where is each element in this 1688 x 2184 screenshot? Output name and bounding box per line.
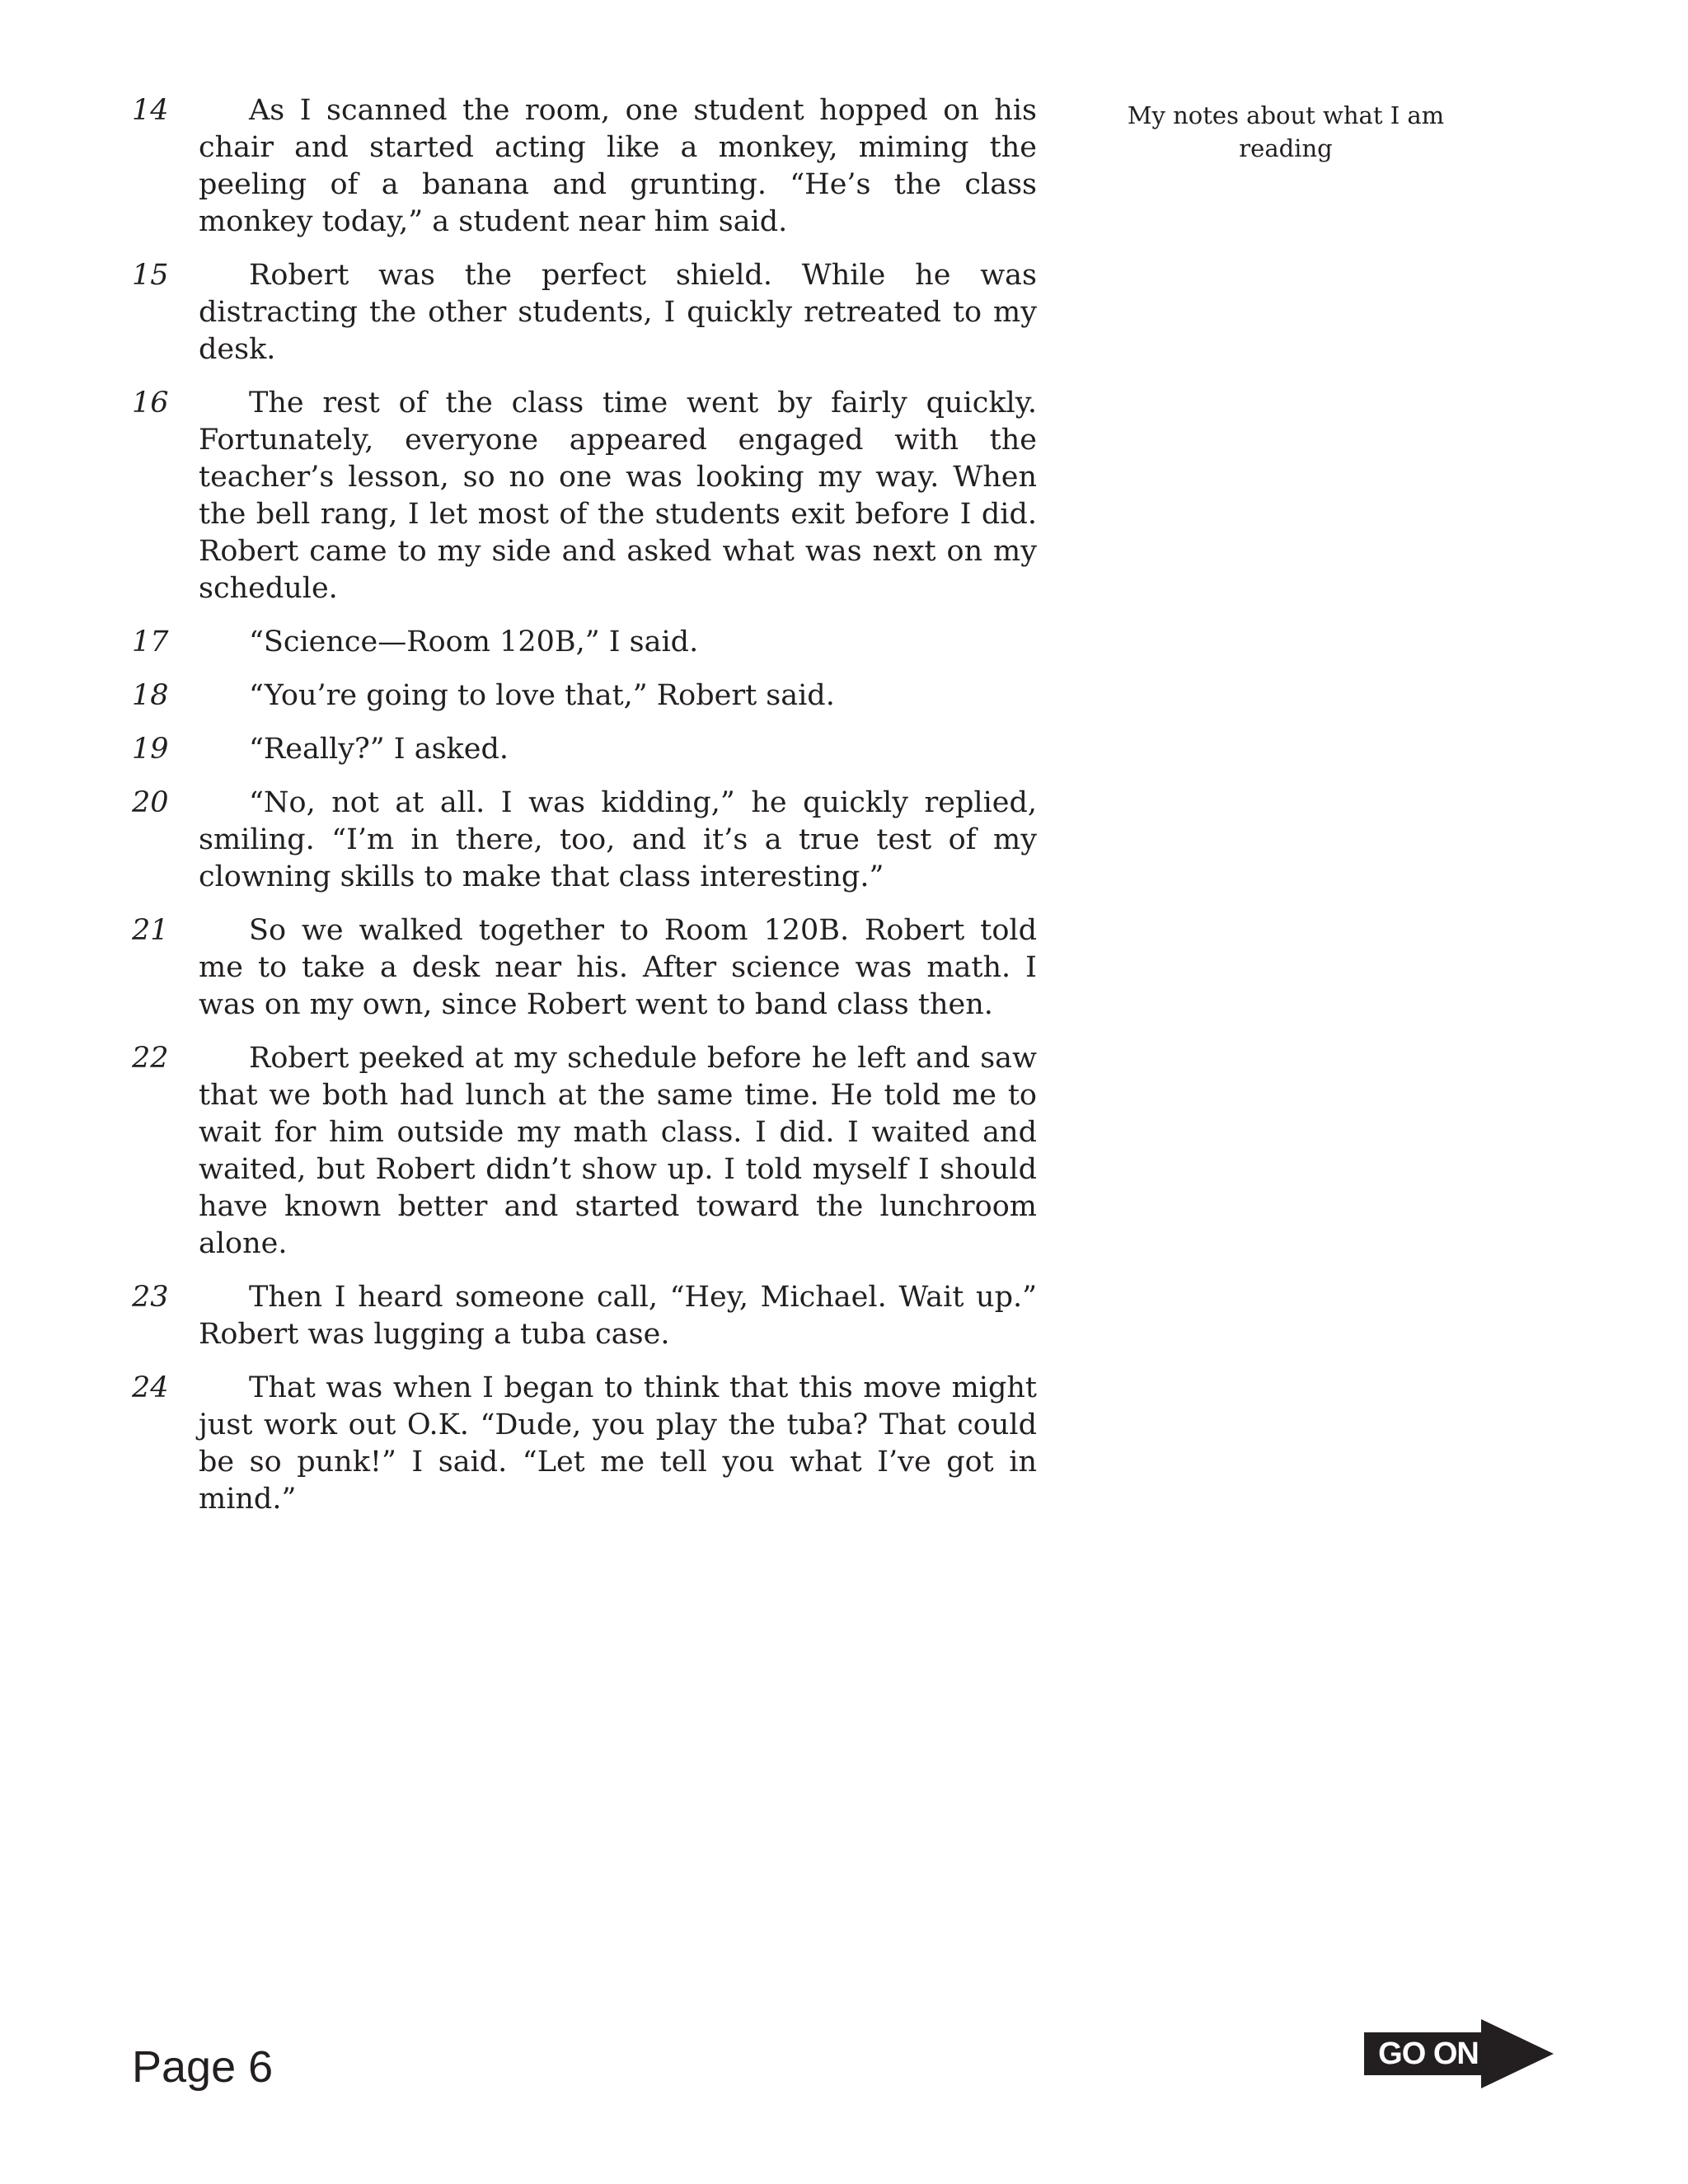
paragraph-number: 14 [132, 94, 169, 127]
paragraph-number: 19 [132, 733, 169, 766]
paragraph-15 [132, 257, 1039, 368]
paragraph-21 [132, 912, 1039, 1024]
paragraph-text: “Really?” I asked. [249, 733, 509, 766]
paragraph-text: “Science—Room 120B,” I said. [249, 626, 699, 658]
paragraph-18 [132, 677, 1039, 715]
notes-heading: My notes about what I am reading [1127, 101, 1445, 162]
paragraph-number: 23 [132, 1281, 169, 1314]
paragraph-text: So we walked together to Room 120B. Robert told me to take a desk near his. After science was math. I was on my own, since Robert went to band class then. [199, 914, 1037, 1021]
paragraph-text: “No, not at all. I was kidding,” he quickly replied, smiling. “I’m in there, too, and it’s a true test of my clowning skills to make that class interesting.” [199, 786, 1037, 893]
paragraph-number: 17 [132, 626, 169, 658]
paragraph-17 [132, 624, 1039, 661]
paragraph-text: The rest of the class time went by fairly quickly. Fortunately, everyone appeared engaged with the teacher’s lesson, so no one was looking my way. When the bell rang, I let most of the students exit before I did. Robert came to my side and asked what was next on my schedule. [199, 387, 1037, 605]
paragraph-20 [132, 785, 1039, 896]
paragraph-text: “You’re going to love that,” Robert said. [249, 679, 835, 712]
paragraph-text: Robert peeked at my schedule before he left and saw that we both had lunch at the same time. He told me to wait for him outside my math class. I did. I waited and waited, but Robert didn’t show up. I told myself I should have known better and started toward the lunchroom alone. [199, 1042, 1037, 1260]
page-number: Page 6 [132, 2042, 274, 2092]
paragraph-text: Then I heard someone call, “Hey, Michael. Wait up.” Robert was lugging a tuba case. [199, 1281, 1037, 1351]
paragraph-16 [132, 385, 1039, 607]
passage [132, 92, 1039, 1535]
paragraph-text: That was when I began to think that this move might just work out O.K. “Dude, you play the tuba? That could be so punk!” I said. “Let me tell you what I’ve got in mind.” [199, 1371, 1037, 1516]
paragraph-number: 16 [132, 387, 169, 419]
paragraph-23 [132, 1279, 1039, 1353]
paragraph-19 [132, 731, 1039, 768]
paragraph-24 [132, 1370, 1039, 1518]
paragraph-number: 18 [132, 679, 169, 712]
paragraph-text: Robert was the perfect shield. While he was distracting the other students, I quickly retreated to my desk. [199, 259, 1037, 366]
go-on-indicator [1364, 2019, 1554, 2088]
paragraph-22 [132, 1040, 1039, 1263]
paragraph-number: 21 [132, 914, 169, 947]
paragraph-number: 15 [132, 259, 169, 292]
paragraph-text: As I scanned the room, one student hopped on his chair and started acting like a monkey, miming the peeling of a banana and grunting. “He’s the class monkey today,” a student near him said. [199, 94, 1037, 238]
paragraph-number: 20 [132, 786, 169, 819]
paragraph-14 [132, 92, 1039, 241]
paragraph-number: 24 [132, 1371, 169, 1404]
paragraph-number: 22 [132, 1042, 169, 1075]
go-on-label: GO ON [1378, 2036, 1479, 2071]
